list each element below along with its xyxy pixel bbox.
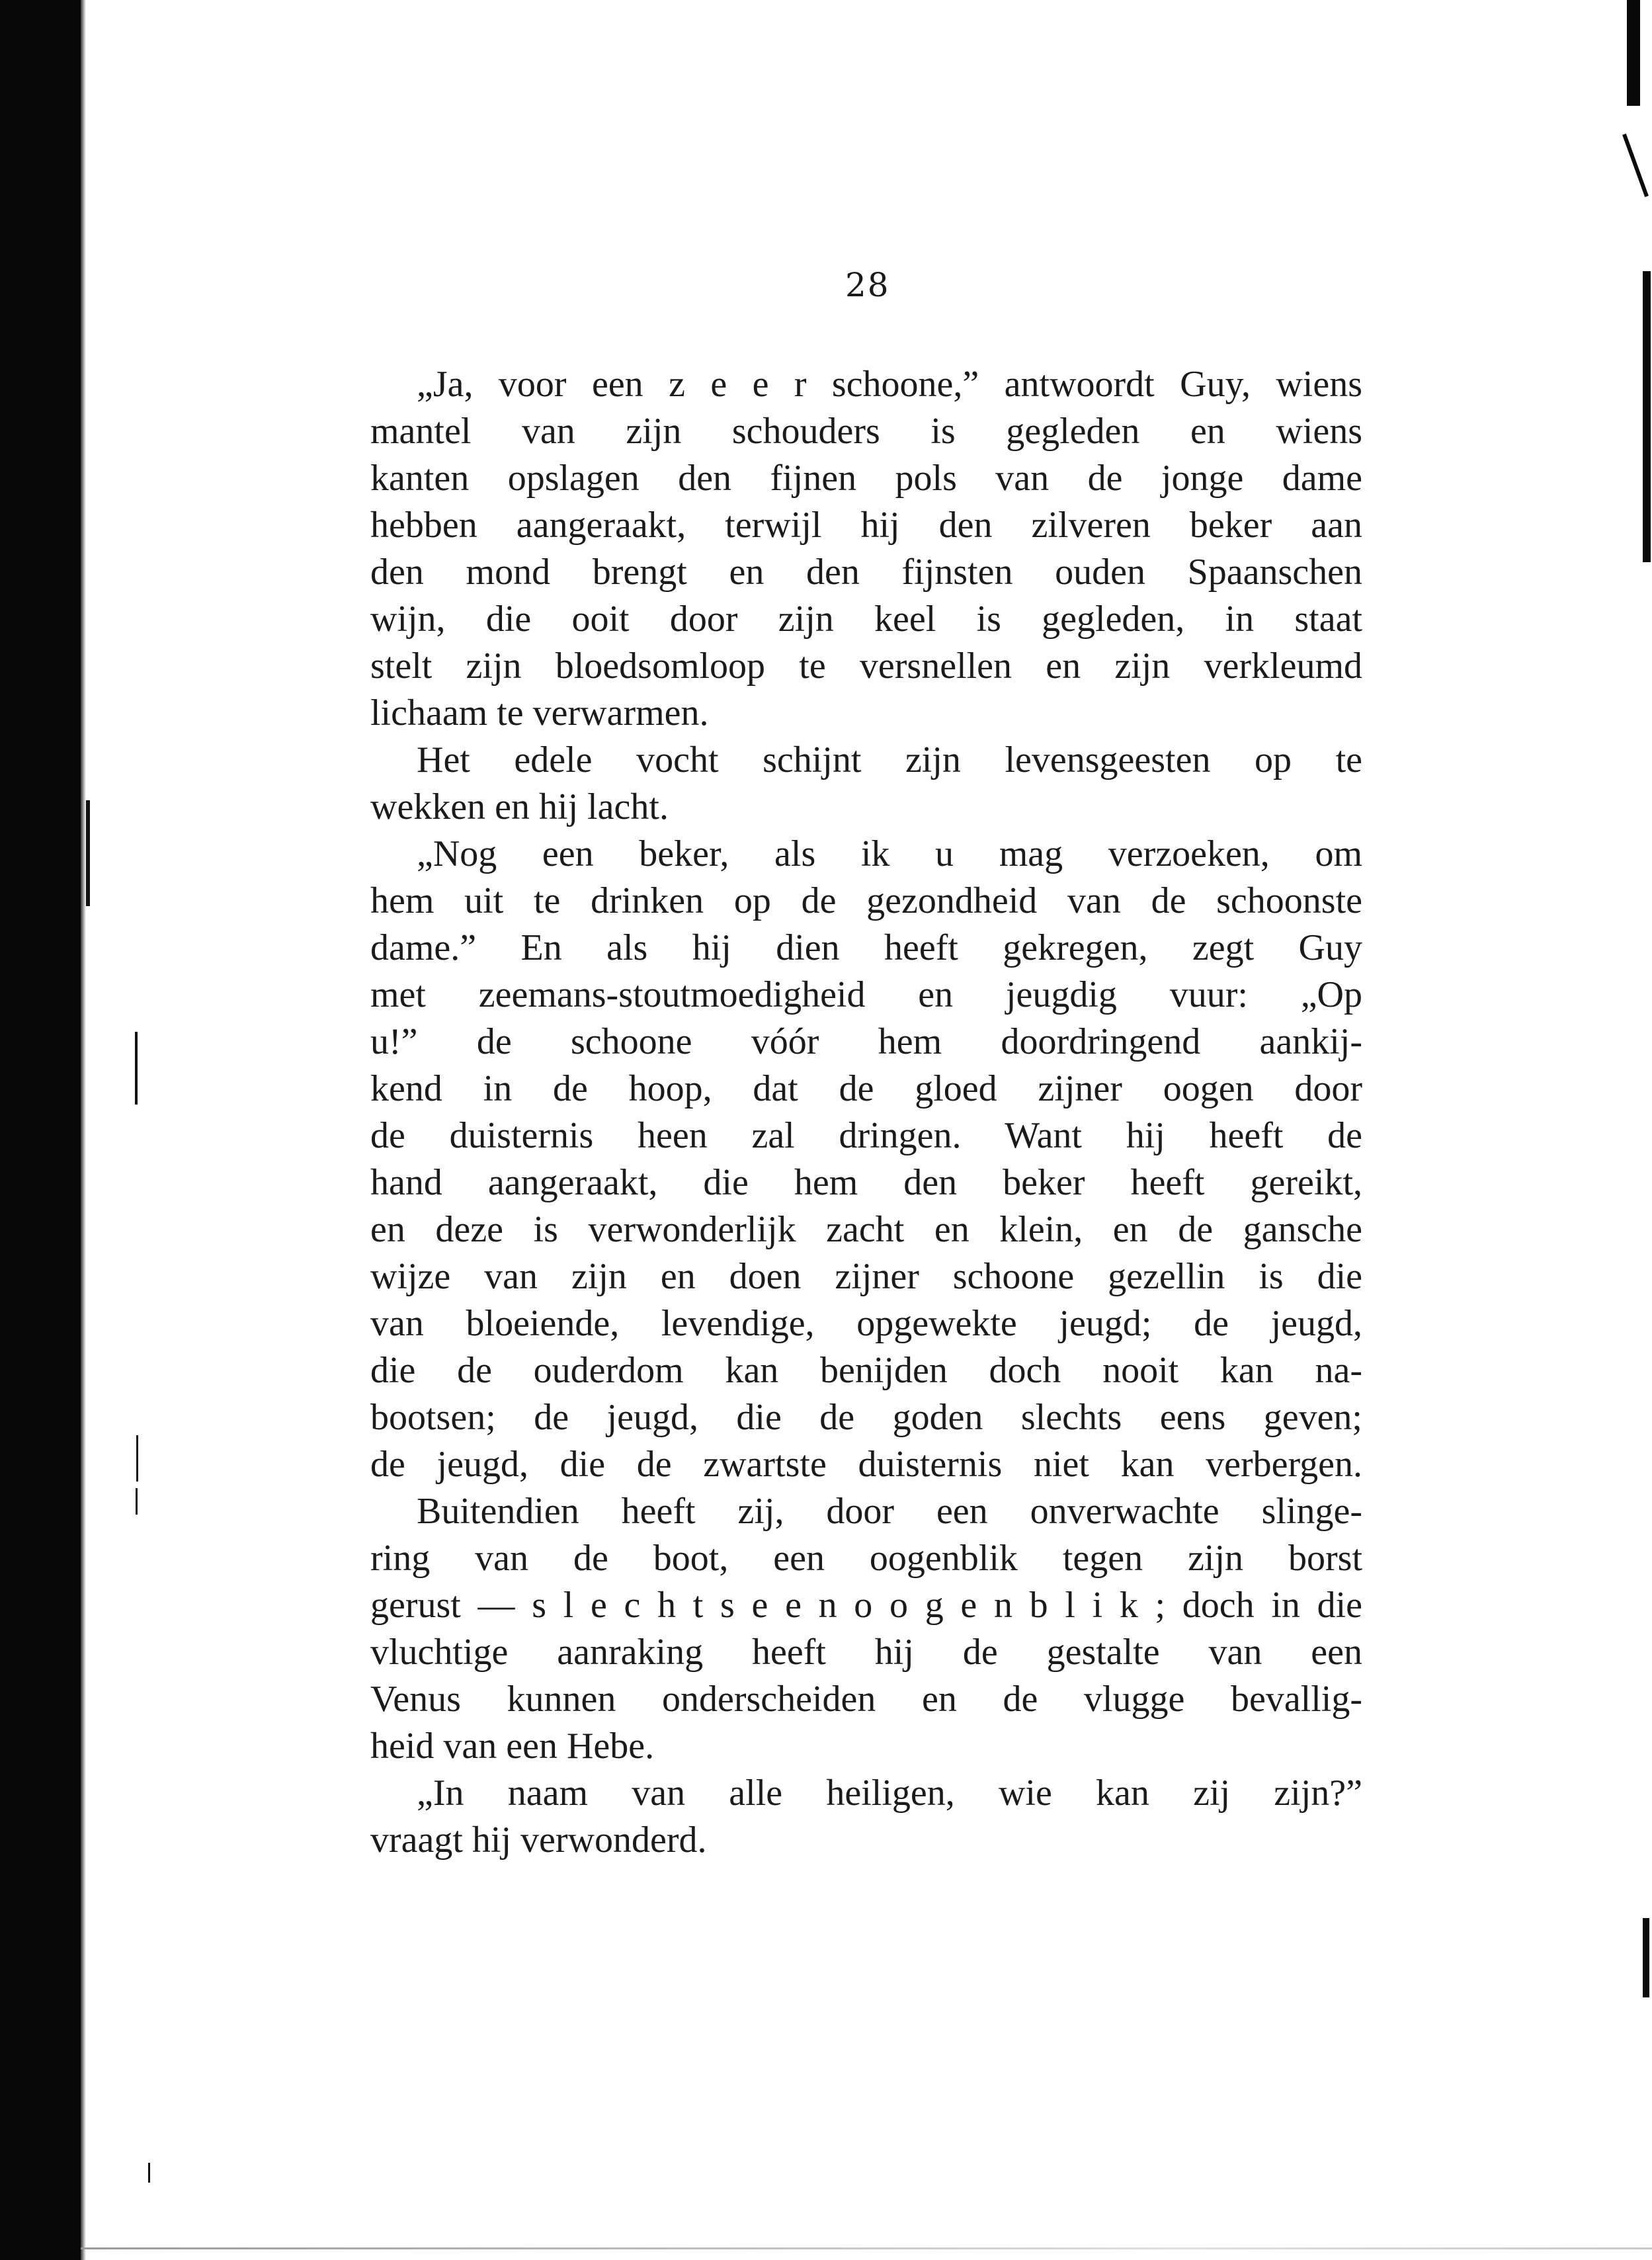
text-line: Venus kunnen onderscheiden en de vlugge bevallig- [370, 1679, 1362, 1720]
text-line: vluchtige aanraking heeft hij de gestalte van een [370, 1632, 1362, 1673]
text-line: met zeemans-stoutmoedigheid en jeugdig vuur: „Op [370, 974, 1362, 1015]
text-line: mantel van zijn schouders is gegleden en wiens [370, 411, 1362, 452]
text-line: bootsen; de jeugd, die de goden slechts eens geven; [370, 1397, 1362, 1438]
scan-edge-right-mark [1643, 1918, 1649, 1997]
text-line: Buitendien heeft zij, door een onverwachte slinge- [417, 1491, 1362, 1532]
scan-edge-left [0, 0, 81, 2260]
text-line: „In naam van alle heiligen, wie kan zij zijn?” [417, 1773, 1362, 1814]
text-line: kend in de hoop, dat de gloed zijner oogen door [370, 1068, 1362, 1109]
text-line: dame.” En als hij dien heeft gekregen, zegt Guy [370, 927, 1362, 968]
gutter-mark [86, 800, 90, 906]
text-line: den mond brengt en den fijnsten ouden Spaanschen [370, 552, 1362, 593]
body-text [370, 361, 1362, 1864]
text-line: gerust — s l e c h t s e e n o o g e n b l i k ; doch in die [370, 1585, 1362, 1626]
text-line: die de ouderdom kan benijden doch nooit kan na- [370, 1350, 1362, 1391]
text-line: u!” de schoone vóór hem doordringend aankij- [370, 1021, 1362, 1062]
text-line: wijze van zijn en doen zijner schoone gezellin is die [370, 1256, 1362, 1297]
page-number: 28 [845, 266, 890, 304]
text-line: wijn, die ooit door zijn keel is gegleden, in staat [370, 599, 1362, 640]
page-bottom-edge [81, 2247, 1652, 2249]
gutter-mark [136, 1488, 138, 1515]
text-line: kanten opslagen den fijnen pols van de jonge dame [370, 458, 1362, 499]
scan-edge-right-mark [1643, 271, 1651, 562]
text-line: de duisternis heen zal dringen. Want hij heeft de [370, 1115, 1362, 1156]
text-line: wekken en hij lacht. [370, 786, 669, 827]
text-line: vraagt hij verwonderd. [370, 1820, 707, 1861]
text-line: hebben aangeraakt, terwijl hij den zilveren beker aan [370, 505, 1362, 546]
text-line: van bloeiende, levendige, opgewekte jeugd; de jeugd, [370, 1303, 1362, 1344]
text-line: stelt zijn bloedsomloop te versnellen en zijn verkleumd [370, 646, 1362, 687]
gutter-mark [148, 2163, 150, 2183]
text-line: „Ja, voor een z e e r schoone,” antwoordt Guy, wiens [417, 364, 1362, 405]
scan-edge-right-mark [1622, 134, 1649, 197]
text-line: lichaam te verwarmen. [370, 692, 709, 733]
text-line: de jeugd, die de zwartste duisternis niet kan verbergen. [370, 1444, 1362, 1485]
scan-edge-left-fade [81, 0, 86, 2260]
text-line: „Nog een beker, als ik u mag verzoeken, om [417, 833, 1362, 874]
gutter-mark [135, 1032, 138, 1105]
text-line: en deze is verwonderlijk zacht en klein, en de gansche [370, 1209, 1362, 1250]
text-line: hand aangeraakt, die hem den beker heeft gereikt, [370, 1162, 1362, 1203]
gutter-mark [136, 1435, 138, 1482]
text-line: Het edele vocht schijnt zijn levensgeesten op te [417, 739, 1362, 780]
text-line: ring van de boot, een oogenblik tegen zijn borst [370, 1538, 1362, 1579]
scan-edge-right-mark [1627, 0, 1640, 106]
text-line: heid van een Hebe. [370, 1726, 655, 1767]
text-line: hem uit te drinken op de gezondheid van de schoonste [370, 880, 1362, 921]
